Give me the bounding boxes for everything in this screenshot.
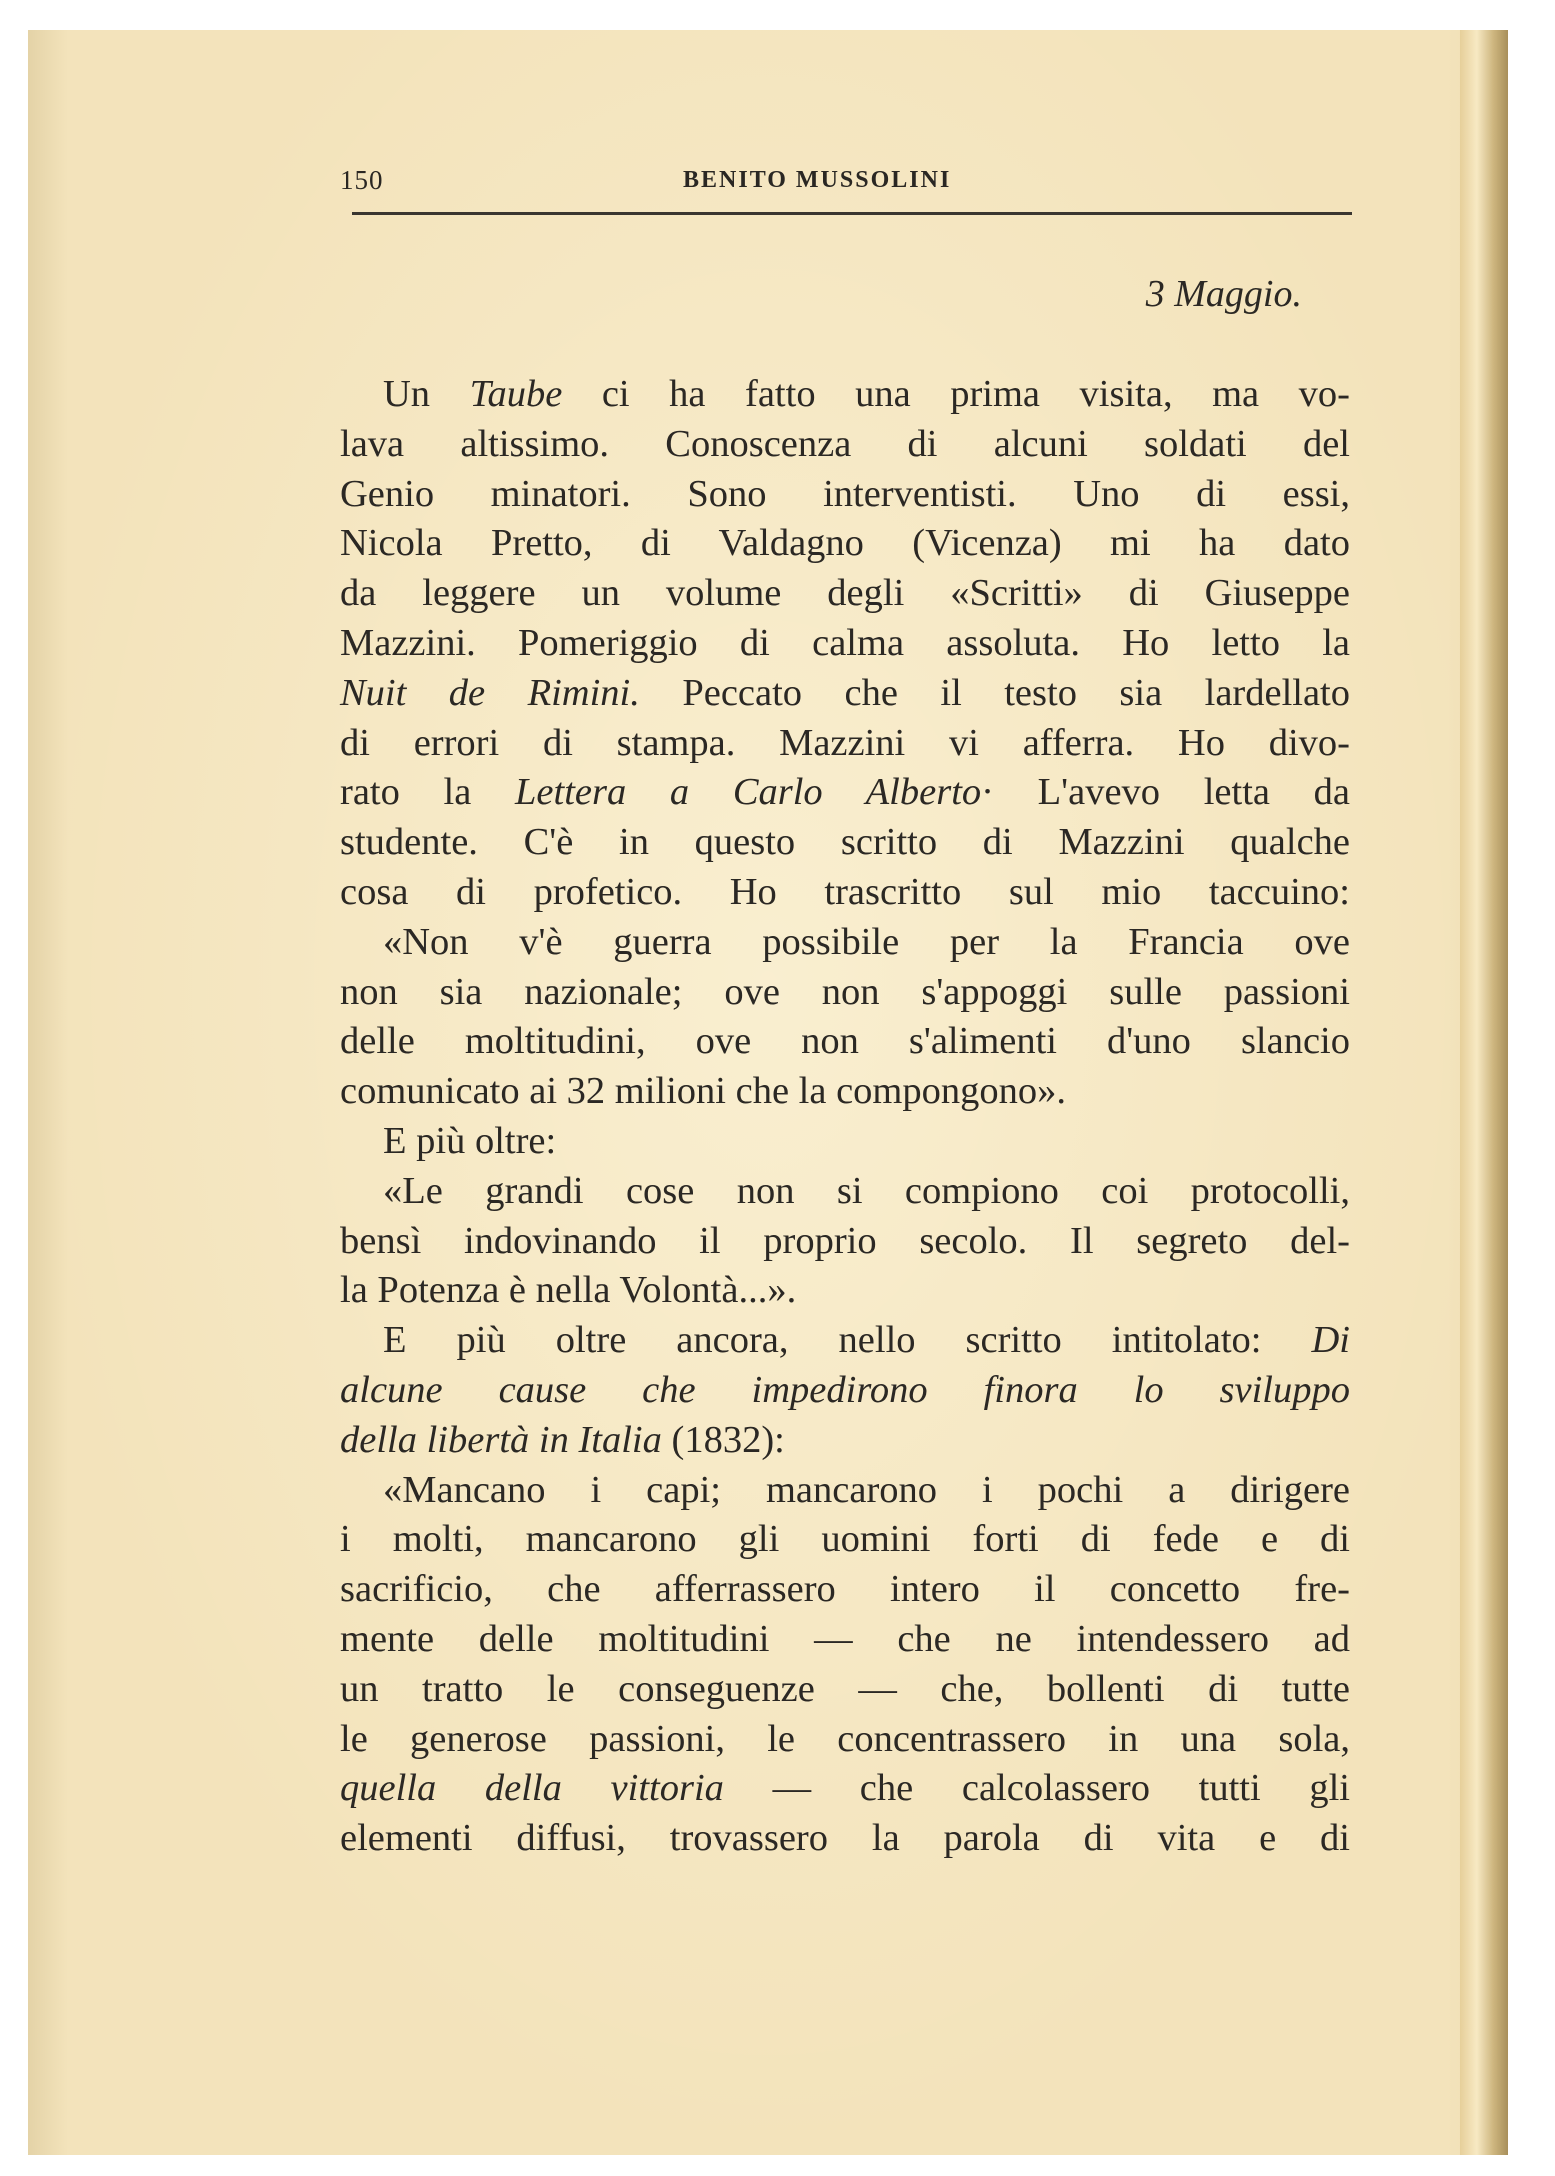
text-line [340, 619, 1350, 669]
text-line [340, 818, 1350, 868]
text-line [340, 1017, 1350, 1067]
text-line [340, 1466, 1350, 1516]
italic-text: Di [1311, 1319, 1350, 1362]
text-lines [340, 370, 1350, 1864]
text-segment: Peccato che il testo sia lardellato [639, 671, 1350, 714]
italic-text: della libertà in Italia [340, 1418, 662, 1461]
text-segment: un tratto le conseguenze — che, bollenti di tutte [340, 1667, 1350, 1710]
page-number: 150 [340, 165, 384, 195]
text-line [340, 1316, 1350, 1366]
text-segment: «Le grandi cose non si compiono coi protocolli, [383, 1169, 1350, 1212]
text-line [340, 420, 1350, 470]
italic-text: alcune cause che impedirono finora lo sviluppo [340, 1368, 1350, 1411]
text-line [340, 1565, 1350, 1615]
text-line [340, 569, 1350, 619]
header-rule [352, 212, 1352, 215]
text-segment: bensì indovinando il proprio secolo. Il segreto del- [340, 1219, 1350, 1262]
page-header [340, 165, 1350, 205]
text-segment: i molti, mancarono gli uomini forti di fede e di [340, 1518, 1350, 1561]
italic-text: Taube [469, 373, 563, 415]
text-segment: le generose passioni, le concentrassero in una sola, [340, 1717, 1350, 1760]
text-line [340, 370, 1350, 420]
text-segment: la Potenza è nella Volontà...». [340, 1269, 797, 1312]
text-segment: rato la [340, 771, 515, 814]
text-segment: E più oltre ancora, nello scritto intitolato: [383, 1319, 1312, 1362]
text-segment: cosa di profetico. Ho trascritto sul mio taccuino: [340, 870, 1350, 913]
text-line [340, 1715, 1350, 1765]
text-line [340, 1615, 1350, 1665]
text-line [340, 1515, 1350, 1565]
text-line [340, 968, 1350, 1018]
text-segment: studente. C'è in questo scritto di Mazzini qualche [340, 821, 1350, 864]
italic-text: Lettera a Carlo Alberto [515, 771, 982, 814]
text-segment: Un [383, 373, 470, 415]
text-segment: di errori di stampa. Mazzini vi afferra. Ho divo- [340, 721, 1350, 764]
italic-text: Nuit de Rimini. [340, 671, 640, 714]
text-line [340, 1814, 1350, 1864]
text-segment: comunicato ai 32 milioni che la compongono». [340, 1070, 1066, 1113]
text-line [340, 1665, 1350, 1715]
text-line [340, 1416, 1350, 1466]
text-segment: da leggere un volume degli «Scritti» di Giuseppe [340, 572, 1350, 615]
text-segment: ci ha fatto una prima visita, ma vo- [562, 373, 1350, 415]
italic-text: quella della vittoria [340, 1767, 724, 1810]
body-text [340, 270, 1350, 1864]
text-line [340, 669, 1350, 719]
text-segment: · L'avevo letta da [981, 771, 1351, 814]
text-segment: «Mancano i capi; mancarono i pochi a dirigere [383, 1468, 1350, 1511]
text-line [340, 1764, 1350, 1814]
entry-date: 3 Maggio. [1145, 273, 1302, 315]
text-segment: sacrificio, che afferrassero intero il concetto fre- [340, 1568, 1350, 1611]
text-line [340, 918, 1350, 968]
text-line [340, 1067, 1350, 1117]
text-line [340, 1266, 1350, 1316]
text-segment: Genio minatori. Sono interventisti. Uno di essi, [340, 472, 1350, 515]
text-line [340, 1167, 1350, 1217]
text-segment: — che calcolassero tutti gli [723, 1767, 1350, 1810]
text-line [340, 868, 1350, 918]
text-segment: delle moltitudini, ove non s'alimenti d'uno slancio [340, 1020, 1350, 1063]
text-line [340, 1217, 1350, 1267]
text-segment: elementi diffusi, trovassero la parola di vita e di [340, 1817, 1350, 1860]
text-line [340, 719, 1350, 769]
text-segment: Mazzini. Pomeriggio di calma assoluta. Ho letto la [340, 621, 1350, 664]
text-line [340, 1117, 1350, 1167]
text-segment: E più oltre: [383, 1119, 557, 1162]
book-spine-edge [1460, 30, 1508, 2155]
text-segment: mente delle moltitudini — che ne intendessero ad [340, 1617, 1350, 1660]
text-line [340, 768, 1350, 818]
text-segment: «Non v'è guerra possibile per la Francia ove [383, 920, 1350, 963]
text-segment: lava altissimo. Conoscenza di alcuni soldati del [340, 422, 1350, 465]
text-segment: non sia nazionale; ove non s'appoggi sulle passioni [340, 970, 1350, 1013]
text-line [340, 470, 1350, 520]
text-segment: (1832): [661, 1418, 785, 1461]
running-head: BENITO MUSSOLINI [683, 167, 952, 193]
text-line [340, 1366, 1350, 1416]
text-segment: Nicola Pretto, di Valdagno (Vicenza) mi ha dato [340, 522, 1350, 565]
text-line [340, 519, 1350, 569]
